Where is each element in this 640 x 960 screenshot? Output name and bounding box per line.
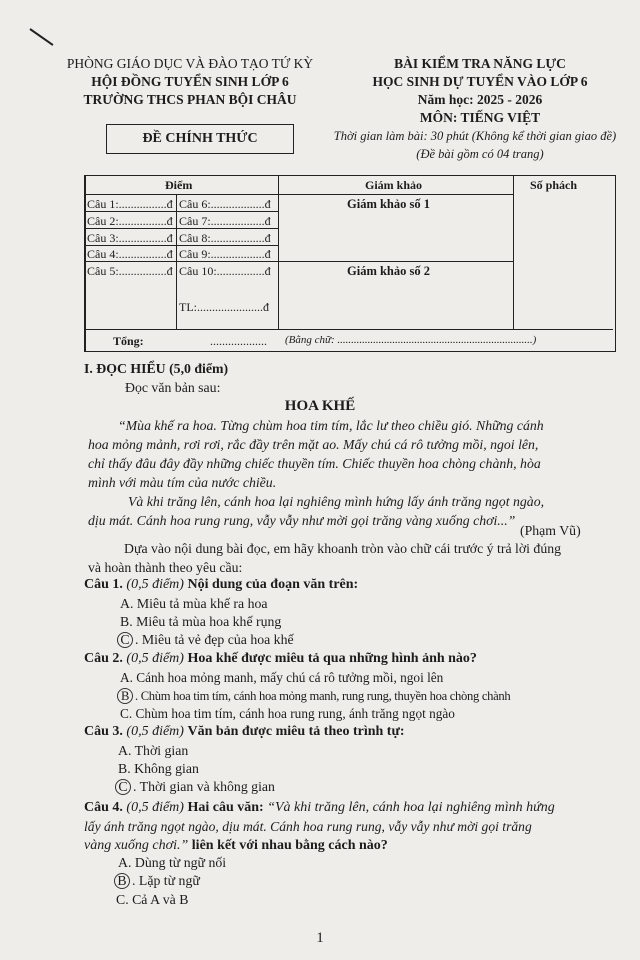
question-2 <box>84 651 477 667</box>
q4-lead: Hai câu văn: <box>187 800 264 815</box>
col-so-phach: Số phách <box>530 178 578 192</box>
exam-subtitle: HỌC SINH DỰ TUYỂN VÀO LỚP 6 <box>372 74 588 89</box>
col-giam-khao: Giám khảo <box>365 178 423 192</box>
score-cau6: Câu 6:..................đ <box>179 197 271 211</box>
q3-option-b[interactable]: B. Không gian <box>118 761 199 776</box>
q2-points: (0,5 điểm) <box>126 651 184 666</box>
q1-text: Nội dung của đoạn văn trên: <box>187 577 359 592</box>
score-cau3: Câu 3:................đ <box>87 231 173 245</box>
time-note: Thời gian làm bài: 30 phút (Không kể thời gian giao đề) <box>333 129 617 143</box>
total-in-words: (Bằng chữ: .......................................................................) <box>285 334 537 346</box>
passage-line: chỉ thấy đâu đây đầy những chiếc thuyền tím. Chiếc thuyền hoa chòng chành, hòa <box>88 456 541 471</box>
score-tl: TL:......................đ <box>179 300 269 314</box>
answer-circle: B <box>117 688 133 704</box>
passage-title: HOA KHẾ <box>284 398 356 414</box>
q4-points: (0,5 điểm) <box>126 800 184 815</box>
q4-quote: lấy ánh trăng ngọt ngào, dịu mát. Cánh hoa rung rung, vẫy vẫy như mời gọi trăng <box>84 819 532 834</box>
q2-option-a[interactable]: A. Cánh hoa mỏng manh, mấy chú cá rô tưởng mồi, ngoi lên <box>120 670 444 685</box>
q3-points: (0,5 điểm) <box>126 724 184 739</box>
school-name: TRƯỜNG THCS PHAN BỘI CHÂU <box>83 92 297 107</box>
directive-line: Dựa vào nội dung bài đọc, em hãy khoanh tròn vào chữ cái trước ý trả lời đúng <box>124 541 562 556</box>
examiner-2: Giám khảo số 2 <box>347 264 431 278</box>
score-table <box>84 175 616 352</box>
score-cau9: Câu 9:..................đ <box>179 247 271 261</box>
q4-tail: liên kết với nhau bằng cách nào? <box>191 838 388 853</box>
q2-option-b-text: . Chùm hoa tim tím, cánh hoa mỏng manh, rung rung, thuyền hoa chòng chành <box>135 689 511 703</box>
q4-option-b-text: . Lặp từ ngữ <box>132 873 200 888</box>
q4-quote: vàng xuống chơi.” <box>84 838 189 853</box>
answer-circle: B <box>114 873 130 889</box>
section-heading: I. ĐỌC HIỂU (5,0 điểm) <box>84 361 229 376</box>
score-cau7: Câu 7:..................đ <box>179 214 271 228</box>
exam-title: BÀI KIỂM TRA NĂNG LỰC <box>394 56 566 71</box>
q1-points: (0,5 điểm) <box>126 577 184 592</box>
question-4 <box>84 798 632 855</box>
q3-label: Câu 3. <box>84 724 123 739</box>
passage <box>88 416 628 530</box>
school-year: Năm học: 2025 - 2026 <box>417 92 543 107</box>
q4-option-a[interactable]: A. Dùng từ ngữ nối <box>118 855 227 870</box>
score-cau1: Câu 1:................đ <box>87 197 173 211</box>
council-name: HỘI ĐỒNG TUYỂN SINH LỚP 6 <box>91 74 289 89</box>
q1-option-a[interactable]: A. Miêu tả mùa khế ra hoa <box>120 596 268 611</box>
read-instruction: Đọc văn bản sau: <box>125 380 221 395</box>
pen-mark <box>29 28 53 46</box>
question-1 <box>84 577 358 593</box>
passage-line: Và khi trăng lên, cánh hoa lại nghiêng mình hứng lấy ánh trăng ngọt ngào, <box>128 494 545 509</box>
q4-option-b[interactable] <box>114 873 200 889</box>
q2-text: Hoa khế được miêu tả qua những hình ảnh nào? <box>187 651 477 666</box>
q3-option-c[interactable] <box>115 779 275 795</box>
passage-line: dịu mát. Cánh hoa rung rung, vẫy vẫy như mời gọi trăng vàng xuống chơi...” <box>88 513 516 528</box>
q3-option-c-text: . Thời gian và không gian <box>133 779 275 794</box>
official-exam-box: ĐỀ CHÍNH THỨC <box>106 124 294 154</box>
header-left <box>40 55 340 109</box>
header-right <box>330 55 630 163</box>
page-number: 1 <box>316 930 324 946</box>
q4-quote: “Và khi trăng lên, cánh hoa lại nghiêng mình hứng <box>267 800 555 815</box>
total-label: Tổng: <box>113 334 144 348</box>
passage-line: mình với màu tím của nước chiều. <box>88 475 277 490</box>
q3-option-a[interactable]: A. Thời gian <box>118 743 189 758</box>
score-cau5: Câu 5:................đ <box>87 264 173 278</box>
passage-author: (Phạm Vũ) <box>520 523 581 538</box>
q4-option-c[interactable]: C. Cả A và B <box>116 892 189 907</box>
pages-note: (Đề bài gồm có 04 trang) <box>416 147 544 161</box>
q1-option-b[interactable]: B. Miêu tả mùa hoa khế rụng <box>120 614 282 629</box>
subject: MÔN: TIẾNG VIỆT <box>419 110 541 125</box>
q4-label: Câu 4. <box>84 800 123 815</box>
col-diem: Điểm <box>165 178 193 192</box>
score-cau10: Câu 10:................đ <box>179 264 271 278</box>
passage-line: “Mùa khế ra hoa. Từng chùm hoa tim tím, lắc lư theo chiều gió. Những cánh <box>118 418 544 433</box>
q1-option-c[interactable] <box>117 632 294 648</box>
answer-circle: C <box>115 779 131 795</box>
q2-label: Câu 2. <box>84 651 123 666</box>
question-3 <box>84 724 405 740</box>
score-cau2: Câu 2:................đ <box>87 214 173 228</box>
passage-line: hoa mỏng mảnh, rơi rơi, rắc đầy trên mặt ao. Mấy chú cá rô tưởng mồi, ngoi lên, <box>88 437 539 452</box>
q3-text: Văn bản được miêu tả theo trình tự: <box>187 724 405 739</box>
department-name: PHÒNG GIÁO DỤC VÀ ĐÀO TẠO TỨ KỲ <box>66 56 314 71</box>
directive-line: và hoàn thành theo yêu cầu: <box>88 560 243 575</box>
q1-label: Câu 1. <box>84 577 123 592</box>
answer-circle: C <box>117 632 133 648</box>
q2-option-c[interactable]: C. Chùm hoa tim tím, cánh hoa rung rung, ánh trăng ngọt ngào <box>120 706 455 721</box>
q2-option-b[interactable] <box>117 688 510 704</box>
examiner-1: Giám khảo số 1 <box>347 197 431 211</box>
score-cau4: Câu 4:................đ <box>87 247 173 261</box>
score-cau8: Câu 8:..................đ <box>179 231 271 245</box>
q1-option-c-text: . Miêu tả vẻ đẹp của hoa khế <box>135 632 294 647</box>
total-dots: ................... <box>210 334 267 348</box>
directive <box>88 539 633 577</box>
